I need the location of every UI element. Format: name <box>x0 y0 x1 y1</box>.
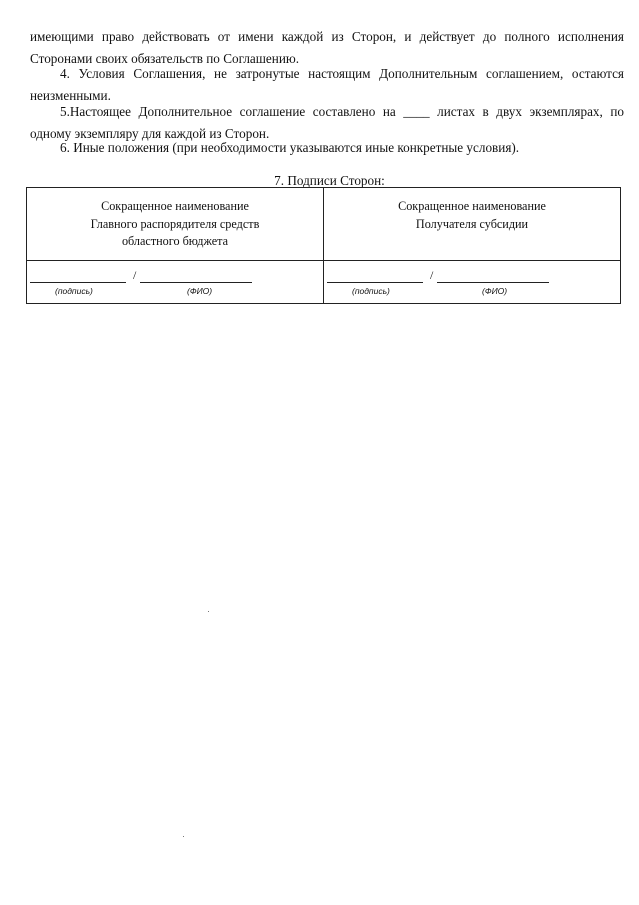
name-caption: (ФИО) <box>482 286 508 296</box>
signature-party-right <box>324 188 621 261</box>
signature-caption: (подпись) <box>352 286 390 296</box>
party-name-line: Сокращенное наименование <box>398 199 546 213</box>
signatures-heading: 7. Подписи Сторон: <box>274 173 385 188</box>
signature-block-right <box>324 261 621 304</box>
party-name-line: областного бюджета <box>121 234 229 248</box>
paragraph-6 <box>30 137 624 159</box>
scan-speck <box>208 611 209 612</box>
text-line: 5.Настоящее Дополнительное соглашение составлено на ____ листах в двух экземплярах, по <box>60 104 624 119</box>
signature-block-left <box>27 261 324 304</box>
party-name-line: Главного распорядителя средств <box>90 216 260 231</box>
name-caption: (ФИО) <box>187 286 213 296</box>
signature-blank <box>30 282 126 283</box>
text-line: одному экземпляру для каждой из Сторон. <box>30 126 270 141</box>
name-blank <box>140 282 252 283</box>
party-name-line: Получателя субсидии <box>415 216 529 231</box>
text-line: 4. Условия Соглашения, не затронутые настоящим Дополнительным соглашением, остаются <box>60 66 624 81</box>
signature-caption: (подпись) <box>55 286 93 296</box>
party-name-line: Сокращенное наименование <box>101 199 249 213</box>
text-line: 6. Иные положения (при необходимости указываются иные конкретные условия). <box>60 140 520 155</box>
text-line: неизменными. <box>30 88 111 103</box>
name-blank <box>437 282 549 283</box>
text-line: Сторонами своих обязательств по Соглашению. <box>30 51 300 66</box>
text-line: имеющими право действовать от имени каждой из Сторон, и действует до полного исполнения <box>30 29 624 44</box>
signatures-table <box>26 187 621 304</box>
signature-blank <box>327 282 423 283</box>
signature-line <box>327 267 607 283</box>
signature-party-left <box>27 188 324 261</box>
signature-line <box>30 267 310 283</box>
signature-separator: / <box>133 268 137 282</box>
signature-separator: / <box>430 268 434 282</box>
scan-speck <box>183 836 184 837</box>
